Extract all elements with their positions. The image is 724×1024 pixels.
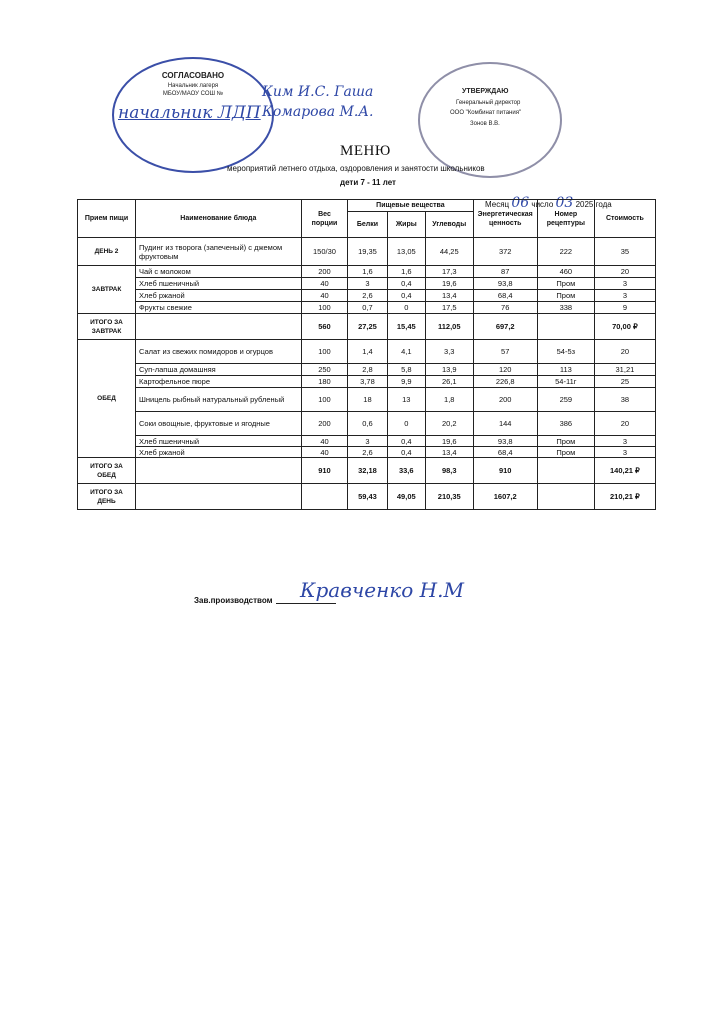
cell-recipe [537, 314, 594, 340]
month-value: 06 [511, 195, 530, 211]
header-recipe: Номер рецептуры [537, 200, 594, 238]
production-manager-label: Зав.производством [194, 596, 273, 605]
cell-fat: 0,4 [387, 290, 425, 302]
cell-fat: 0,4 [387, 447, 425, 458]
cell-energy: 697,2 [473, 314, 537, 340]
cell-energy: 87 [473, 266, 537, 278]
dish-name: Пудинг из творога (запеченый) с джемом фруктовым [135, 238, 301, 266]
cell-weight: 40 [301, 278, 348, 290]
dish-name: Чай с молоком [135, 266, 301, 278]
breakfast-total-row [78, 314, 656, 340]
approval-line1: Генеральный директор [456, 100, 521, 106]
cell-energy: 910 [473, 458, 537, 484]
cell-fat: 13,05 [387, 238, 425, 266]
dish-name: Хлеб ржаной [135, 290, 301, 302]
cell-fat: 49,05 [387, 484, 425, 510]
cell-energy: 226,8 [473, 376, 537, 388]
day-label: ДЕНЬ 2 [78, 238, 136, 266]
cell-cost: 20 [594, 266, 655, 278]
total-label: ИТОГО ЗА ЗАВТРАК [78, 314, 136, 340]
cell-carbs: 98,3 [425, 458, 473, 484]
cell-weight: 200 [301, 266, 348, 278]
header-meal: Прием пищи [78, 200, 136, 238]
cell-weight: 40 [301, 436, 348, 447]
cell-energy: 93,8 [473, 278, 537, 290]
cell-weight: 40 [301, 447, 348, 458]
total-label: ИТОГО ЗА ОБЕД [78, 458, 136, 484]
cell-carbs: 17,5 [425, 302, 473, 314]
table-row [78, 290, 656, 302]
header-fat: Жиры [387, 212, 425, 238]
cell-recipe: 54-11г [537, 376, 594, 388]
cell-empty [135, 314, 301, 340]
cell-protein: 1,6 [348, 266, 387, 278]
cell-cost: 35 [594, 238, 655, 266]
cell-recipe: Пром [537, 447, 594, 458]
cell-cost: 38 [594, 388, 655, 412]
cell-energy: 76 [473, 302, 537, 314]
signature-handwriting: Кравченко Н.М [300, 578, 464, 602]
cell-fat: 0,4 [387, 278, 425, 290]
approval-title: УТВЕРЖДАЮ [462, 88, 509, 95]
header-dish: Наименование блюда [135, 200, 301, 238]
cell-carbs: 112,05 [425, 314, 473, 340]
cell-cost: 70,00 ₽ [594, 314, 655, 340]
cell-protein: 3 [348, 278, 387, 290]
cell-cost: 31,21 [594, 364, 655, 376]
handwriting-top: Ким И.С. Гаша [262, 84, 374, 100]
cell-weight: 100 [301, 340, 348, 364]
cell-cost: 3 [594, 447, 655, 458]
cell-carbs: 210,35 [425, 484, 473, 510]
cell-weight: 200 [301, 412, 348, 436]
table-row [78, 302, 656, 314]
cell-carbs: 3,3 [425, 340, 473, 364]
cell-recipe: 113 [537, 364, 594, 376]
table-row [78, 266, 656, 278]
cell-protein: 2,6 [348, 447, 387, 458]
dish-name: Фрукты свежие [135, 302, 301, 314]
cell-fat: 0,4 [387, 436, 425, 447]
age-group: дети 7 - 11 лет [340, 178, 396, 187]
cell-carbs: 13,4 [425, 447, 473, 458]
cell-energy: 57 [473, 340, 537, 364]
cell-carbs: 26,1 [425, 376, 473, 388]
cell-protein: 3 [348, 436, 387, 447]
cell-recipe: Пром [537, 278, 594, 290]
header-energy: Энергетическая ценность [473, 200, 537, 238]
cell-energy: 144 [473, 412, 537, 436]
cell-fat: 0 [387, 412, 425, 436]
cell-weight: 100 [301, 388, 348, 412]
cell-cost: 140,21 ₽ [594, 458, 655, 484]
approval-line2: ООО "Комбинат питания" [450, 110, 522, 116]
table-row [78, 412, 656, 436]
cell-energy: 68,4 [473, 447, 537, 458]
header-cost: Стоимость [594, 200, 655, 238]
cell-cost: 3 [594, 436, 655, 447]
cell-weight: 180 [301, 376, 348, 388]
cell-recipe: 222 [537, 238, 594, 266]
cell-protein: 18 [348, 388, 387, 412]
cell-protein: 27,25 [348, 314, 387, 340]
cell-fat: 33,6 [387, 458, 425, 484]
page-title: МЕНЮ [340, 143, 391, 159]
cell-recipe: Пром [537, 290, 594, 302]
cell-protein: 19,35 [348, 238, 387, 266]
cell-recipe: 460 [537, 266, 594, 278]
cell-protein: 59,43 [348, 484, 387, 510]
approval-stamp-right [418, 62, 562, 178]
cell-carbs: 17,3 [425, 266, 473, 278]
month-label: Месяц [485, 200, 510, 209]
cell-carbs: 20,2 [425, 412, 473, 436]
cell-energy: 93,8 [473, 436, 537, 447]
header-nutrients: Пищевые вещества [348, 200, 473, 212]
cell-protein: 0,6 [348, 412, 387, 436]
day-label: число [531, 200, 554, 209]
menu-table [77, 199, 656, 510]
total-label: ИТОГО ЗА ДЕНЬ [78, 484, 136, 510]
handwriting-name: начальник ЛДП [118, 103, 261, 123]
cell-empty [135, 484, 301, 510]
header-protein: Белки [348, 212, 387, 238]
table-row [78, 278, 656, 290]
cell-weight: 910 [301, 458, 348, 484]
page-subtitle: мероприятий летнего отдыха, оздоровления и занятости школьников [227, 164, 485, 173]
cell-protein: 1,4 [348, 340, 387, 364]
cell-protein: 0,7 [348, 302, 387, 314]
lunch-label: ОБЕД [78, 340, 136, 458]
cell-weight [301, 484, 348, 510]
cell-cost: 20 [594, 412, 655, 436]
cell-fat: 9,9 [387, 376, 425, 388]
cell-weight: 150/30 [301, 238, 348, 266]
cell-energy: 372 [473, 238, 537, 266]
cell-carbs: 13,4 [425, 290, 473, 302]
cell-cost: 9 [594, 302, 655, 314]
cell-carbs: 44,25 [425, 238, 473, 266]
cell-recipe: 338 [537, 302, 594, 314]
cell-carbs: 1,8 [425, 388, 473, 412]
cell-fat: 13 [387, 388, 425, 412]
cell-carbs: 13,9 [425, 364, 473, 376]
handwriting-sign: Комарова М.А. [262, 104, 374, 120]
stamp-left-line1: Начальник лагеря [167, 83, 219, 89]
day-total-row [78, 484, 656, 510]
dish-name: Картофельное пюре [135, 376, 301, 388]
table-row [78, 376, 656, 388]
cell-recipe: 386 [537, 412, 594, 436]
cell-weight: 40 [301, 290, 348, 302]
cell-cost: 25 [594, 376, 655, 388]
approval-line3: Зонов В.В. [470, 121, 500, 127]
dish-name: Шницель рыбный натуральный рубленый [135, 388, 301, 412]
cell-protein: 2,8 [348, 364, 387, 376]
cell-recipe: Пром [537, 436, 594, 447]
cell-energy: 200 [473, 388, 537, 412]
year-label: 2025 года [575, 200, 612, 209]
header-carbs: Углеводы [425, 212, 473, 238]
day-value: 03 [555, 195, 574, 211]
dish-name: Хлеб пшеничный [135, 278, 301, 290]
header-weight: Вес порции [301, 200, 348, 238]
cell-weight: 250 [301, 364, 348, 376]
cell-protein: 2,6 [348, 290, 387, 302]
cell-empty [135, 458, 301, 484]
cell-recipe [537, 484, 594, 510]
cell-energy: 1607,2 [473, 484, 537, 510]
dish-name: Хлеб ржаной [135, 447, 301, 458]
cell-cost: 210,21 ₽ [594, 484, 655, 510]
table-row [78, 436, 656, 447]
cell-fat: 0 [387, 302, 425, 314]
cell-recipe [537, 458, 594, 484]
dish-name: Соки овощные, фруктовые и ягодные [135, 412, 301, 436]
cell-energy: 120 [473, 364, 537, 376]
cell-fat: 15,45 [387, 314, 425, 340]
cell-protein: 32,18 [348, 458, 387, 484]
cell-carbs: 19,6 [425, 278, 473, 290]
table-row [78, 340, 656, 364]
dish-name: Суп-лапша домашняя [135, 364, 301, 376]
signature-line [276, 603, 336, 604]
cell-fat: 5,8 [387, 364, 425, 376]
cell-fat: 4,1 [387, 340, 425, 364]
lunch-total-row [78, 458, 656, 484]
breakfast-label: ЗАВТРАК [78, 266, 136, 314]
table-row [78, 388, 656, 412]
cell-cost: 3 [594, 278, 655, 290]
dish-name: Хлеб пшеничный [135, 436, 301, 447]
cell-cost: 20 [594, 340, 655, 364]
stamp-left-line2: МБОУ/МАОУ СОШ № [162, 91, 224, 97]
table-row [78, 447, 656, 458]
stamp-left-title: СОГЛАСОВАНО [161, 71, 225, 80]
table-row [78, 238, 656, 266]
cell-carbs: 19,6 [425, 436, 473, 447]
cell-fat: 1,6 [387, 266, 425, 278]
cell-weight: 100 [301, 302, 348, 314]
cell-cost: 3 [594, 290, 655, 302]
cell-energy: 68,4 [473, 290, 537, 302]
cell-protein: 3,78 [348, 376, 387, 388]
dish-name: Салат из свежих помидоров и огурцов [135, 340, 301, 364]
table-row [78, 364, 656, 376]
cell-weight: 560 [301, 314, 348, 340]
cell-recipe: 54-5з [537, 340, 594, 364]
cell-recipe: 259 [537, 388, 594, 412]
